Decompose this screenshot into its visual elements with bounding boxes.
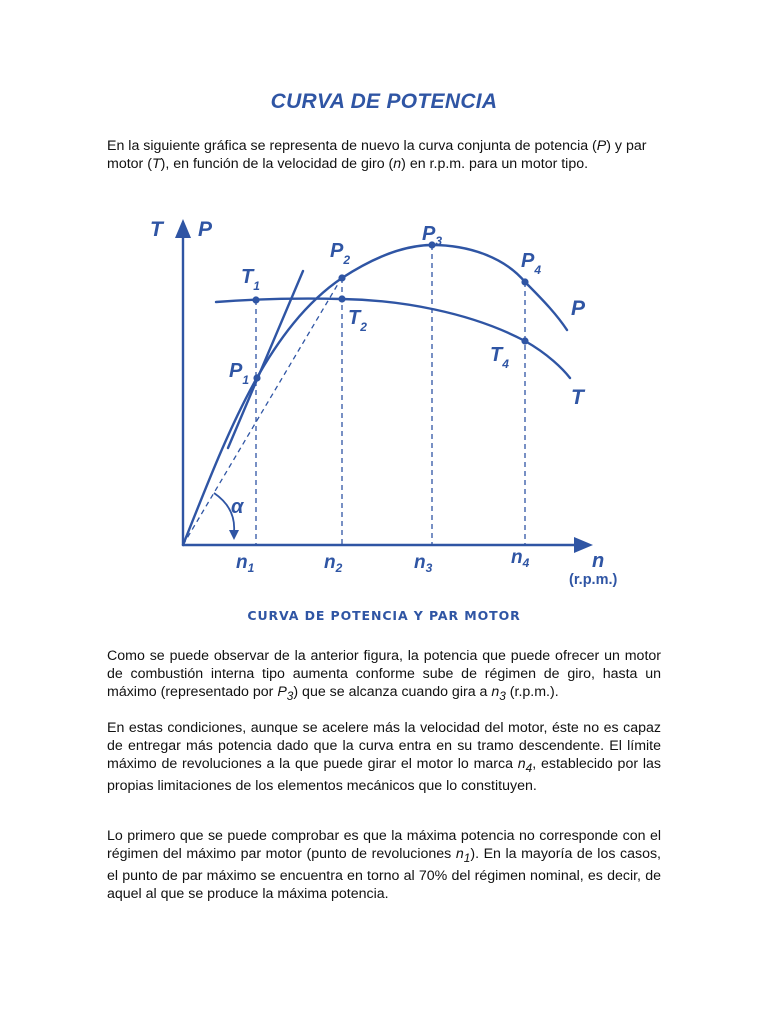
curve-label-P: P	[571, 297, 586, 320]
text-span: ). En la mayoría de los casos, el punto de par máximo se encuentra en torno al 70% del régimen nominal, es decir, de aquel al que se produce la máxima potencia.	[107, 846, 661, 902]
label-P4: $P_4$	[521, 250, 542, 277]
figure-caption: CURVA DE POTENCIA Y PAR MOTOR	[247, 608, 521, 623]
text-span: En la siguiente gráfica se representa de nuevo la curva conjunta de potencia (	[107, 138, 597, 154]
text-span: En estas condiciones, aunque se acelere más la velocidad del motor, éste no es capaz de entregar más potencia dado que la curva entra en su tramo descendente. El límite máximo de revoluciones a la que puede girar el motor lo marca	[107, 720, 661, 772]
text-span: ), en función de la velocidad de giro (	[160, 156, 394, 172]
secant-line	[183, 284, 338, 545]
paragraph-power-max	[107, 647, 661, 705]
point-P4	[521, 278, 528, 285]
symbol-n3: n	[491, 684, 500, 700]
axis-label-P: P	[198, 218, 213, 241]
subscript: 4	[525, 760, 533, 775]
symbol-T: T	[151, 156, 161, 172]
label-P3: $P_3$	[422, 223, 443, 248]
symbol-P: P	[596, 138, 607, 154]
subscript: 1	[463, 850, 471, 865]
text-span: ) y par motor (	[107, 138, 647, 172]
symbol-n1: n	[455, 846, 464, 862]
point-T2	[338, 295, 345, 302]
tick-n4: $n_4$	[511, 547, 530, 570]
x-axis-arrow	[574, 537, 593, 553]
paragraph-torque-max	[107, 827, 661, 903]
label-P2: $P_2$	[330, 240, 351, 267]
label-P1: $P_1$	[229, 360, 250, 387]
subscript: 3	[499, 688, 506, 703]
text-span: , establecido por las propias limitaciones de los elementos mecánicos que lo constituyen.	[107, 756, 661, 794]
tick-n2: $n_2$	[324, 552, 343, 575]
text-span: Como se puede observar de la anterior figura, la potencia que puede ofrecer un motor de combustión interna tipo aumenta conforme sube de régimen de giro, hasta un máximo (representado por	[107, 648, 661, 700]
angle-arrow	[229, 530, 239, 540]
text-span: (r.p.m.).	[505, 684, 559, 700]
paragraph-rev-limit	[107, 719, 661, 795]
axis-label-n: n	[592, 550, 605, 572]
torque-curve	[216, 299, 570, 378]
symbol-n4: n	[517, 756, 526, 772]
label-T4: $T_4$	[490, 344, 509, 371]
symbol-n: n	[393, 156, 402, 172]
text-span: ) que se alcanza cuando gira a	[293, 684, 492, 700]
text-span: Lo primero que se puede comprobar es que la máxima potencia no corresponde con el régimen del máximo par motor (punto de revoluciones	[107, 828, 661, 862]
axis-label-T: T	[150, 218, 163, 241]
point-T1	[252, 296, 259, 303]
subscript: 3	[286, 688, 294, 703]
tick-n3: $n_3$	[414, 552, 433, 575]
curve-label-T: T	[571, 386, 584, 409]
axis-unit-rpm: (r.p.m.)	[569, 572, 618, 588]
angle-label-alpha: α	[231, 496, 244, 518]
label-T1: $T_1$	[241, 266, 260, 293]
text-span: ) en r.p.m. para un motor tipo.	[401, 156, 589, 172]
point-P2	[338, 274, 345, 281]
label-T2: $T_2$	[348, 307, 367, 334]
page-title: CURVA DE POTENCIA	[270, 90, 498, 113]
tick-n1: $n_1$	[236, 552, 255, 575]
point-T4	[521, 337, 528, 344]
point-P1	[253, 374, 260, 381]
symbol-P3: P	[277, 684, 287, 700]
y-axis-arrow	[175, 219, 191, 238]
